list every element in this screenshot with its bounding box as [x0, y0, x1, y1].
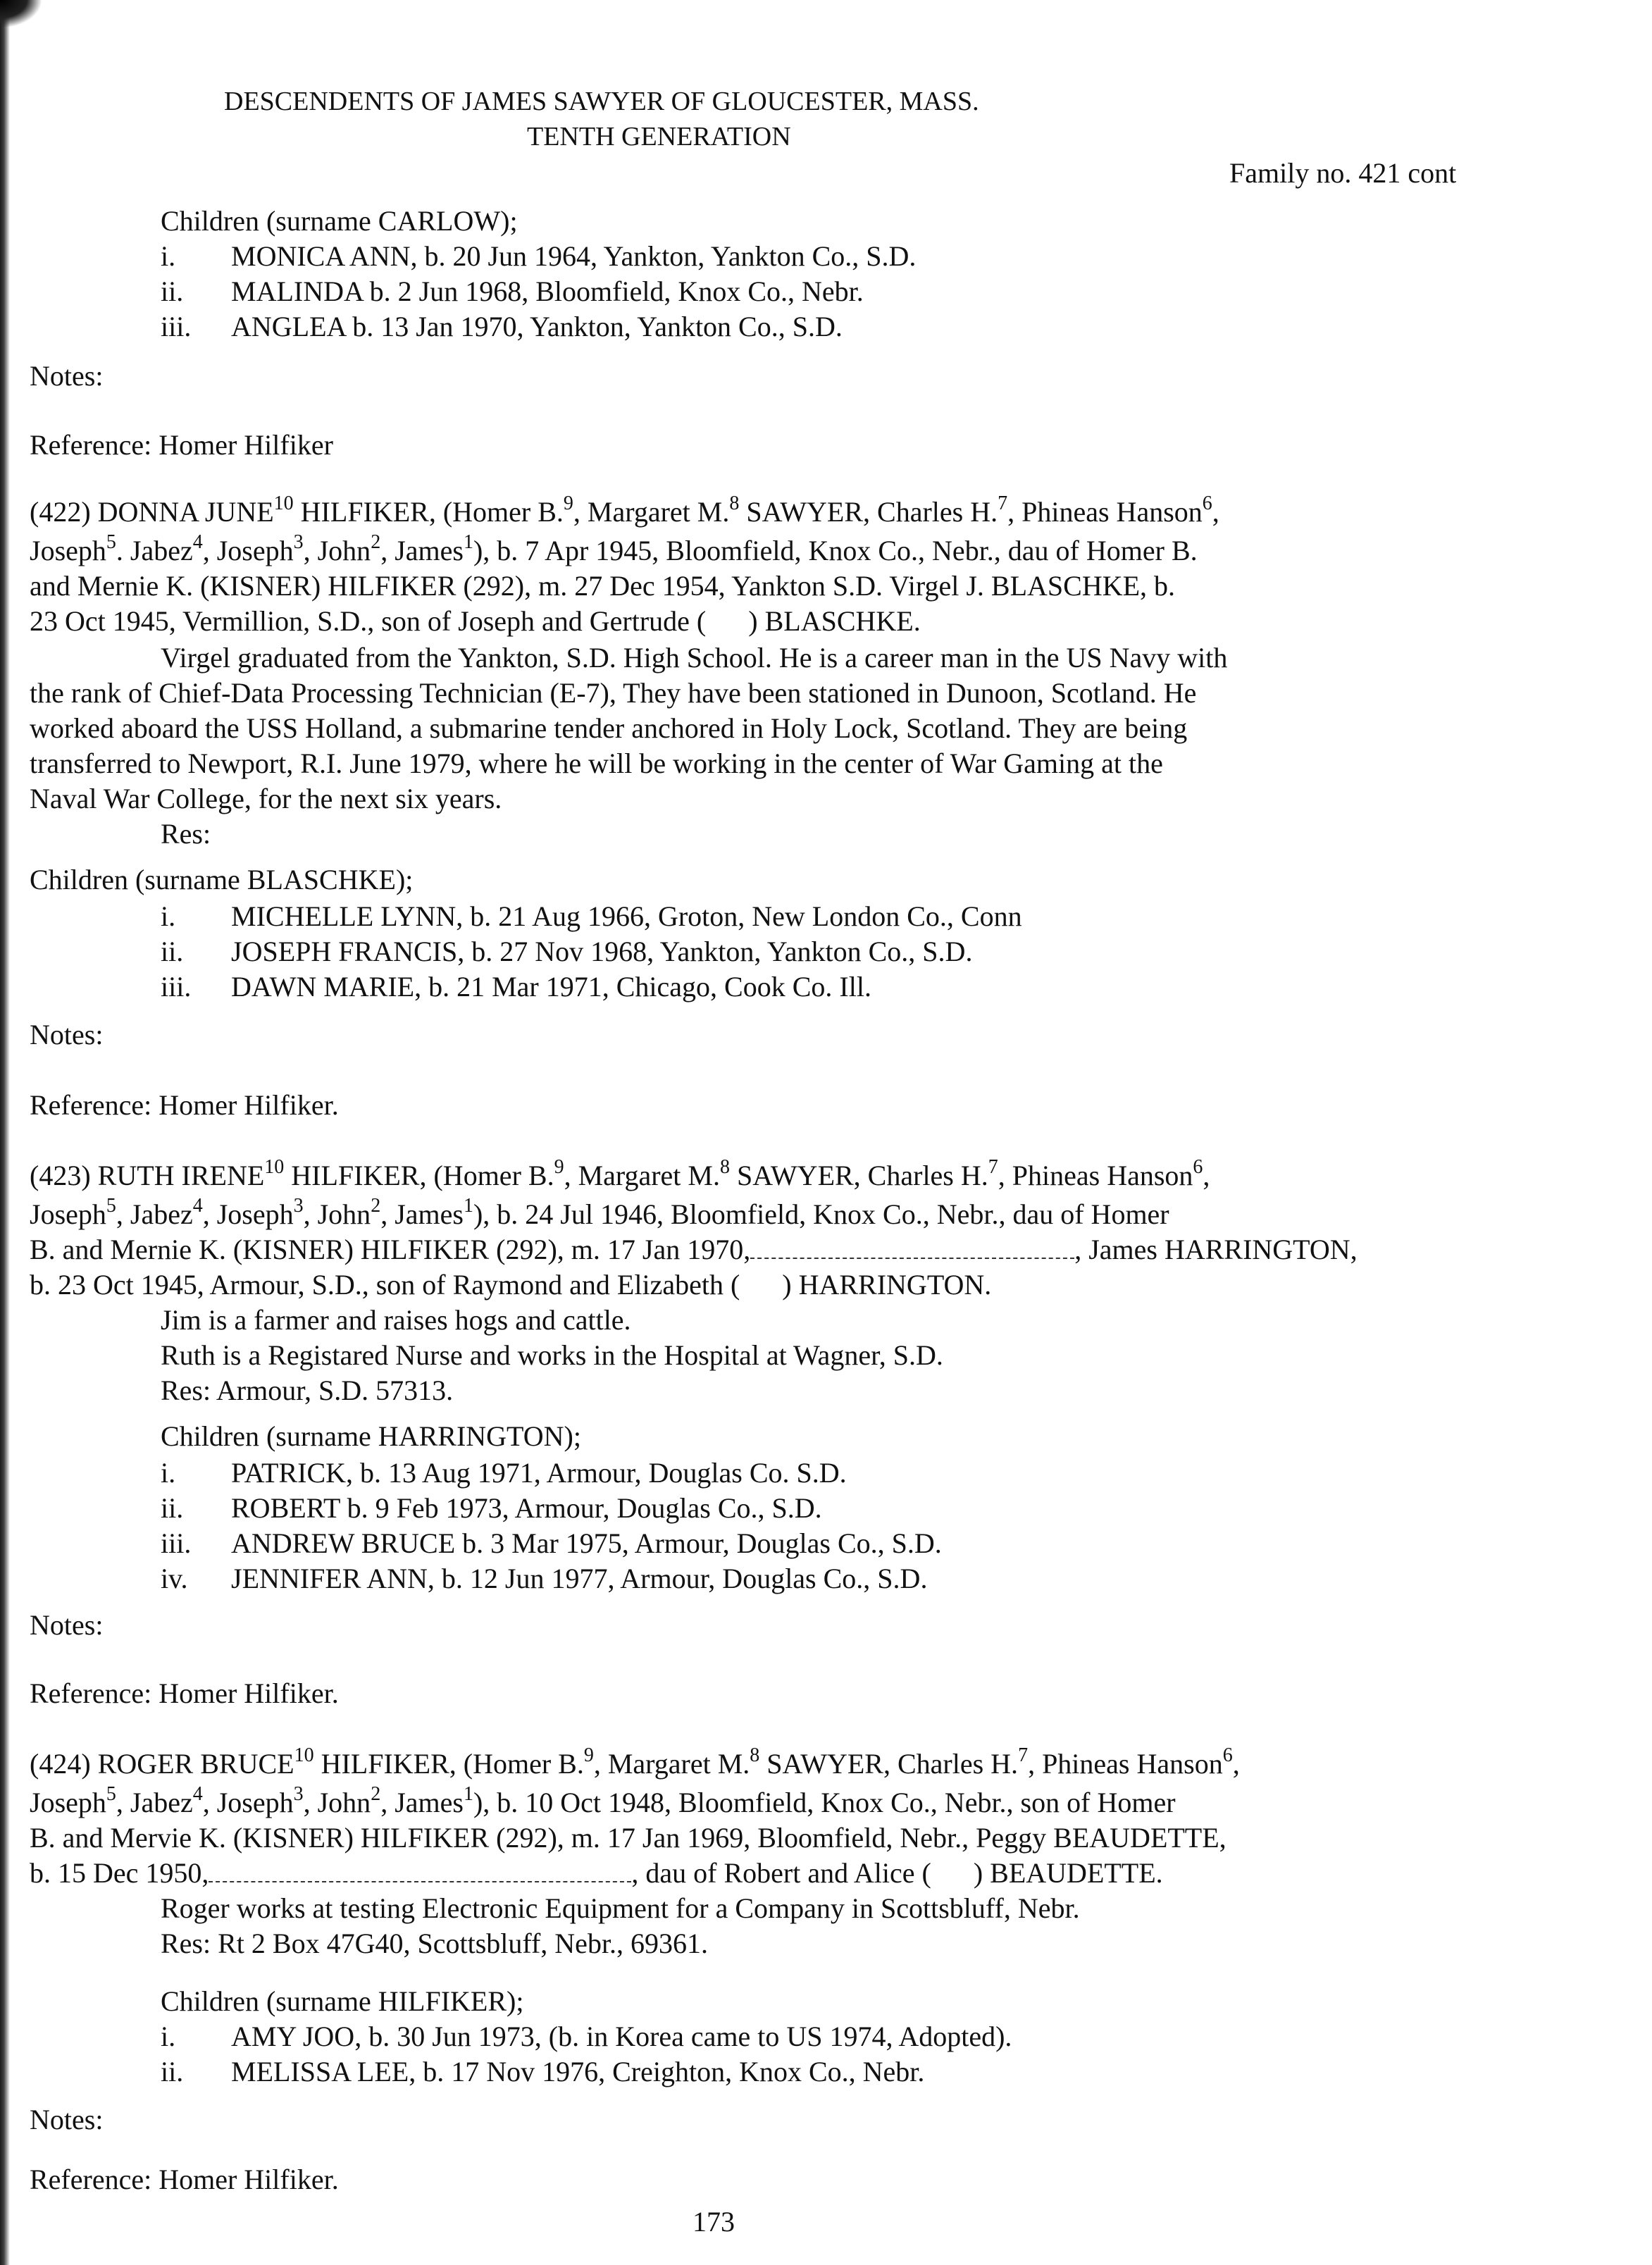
entry-422-line-2: Joseph$^5$. Jabez$^4$, Joseph$^3$, John$^2$, James$^1$), b. 7 Apr 1945, Bloomfield, Knox Co., Nebr., dau of Homer B. — [30, 530, 1198, 566]
reference-line: Reference: Homer Hilfiker — [30, 429, 333, 461]
child-row: ii. ROBERT b. 9 Feb 1973, Armour, Douglas Co., S.D. — [161, 1492, 822, 1524]
entry-424-line-3: B. and Mervie K. (KISNER) HILFIKER (292), m. 17 Jan 1969, Bloomfield, Nebr., Peggy BEAUDETTE, — [30, 1822, 1226, 1854]
document-subtitle: TENTH GENERATION — [527, 122, 791, 151]
entry-424-line-4: b. 15 Dec 1950, , dau of Robert and Alice ( ) BEAUDETTE. — [30, 1857, 1163, 1889]
entry-424-paragraph: Roger works at testing Electronic Equipment for a Company in Scottsbluff, Nebr. — [161, 1892, 1080, 1924]
child-row: ii. MELISSA LEE, b. 17 Nov 1976, Creighton, Knox Co., Nebr. — [161, 2056, 925, 2087]
entry-422-paragraph: Virgel graduated from the Yankton, S.D. High School. He is a career man in the US Navy with — [161, 642, 1228, 674]
child-text: MALINDA b. 2 Jun 1968, Bloomfield, Knox Co., Nebr. — [231, 275, 864, 307]
children-heading-harrington: Children (surname HARRINGTON); — [161, 1420, 581, 1452]
entry-424-line-1: (424) ROGER BRUCE$^{10}$ HILFIKER, (Homer B.$^9$, Margaret M.$^8$ SAWYER, Charles H.$^7$, Phineas Hanson$^6$, — [30, 1744, 1240, 1780]
entry-422-line-1: (422) DONNA JUNE$^{10}$ HILFIKER, (Homer B.$^9$, Margaret M.$^8$ SAWYER, Charles H.$^7$, Phineas Hanson$^6$, — [30, 492, 1219, 528]
entry-423-line-4: b. 23 Oct 1945, Armour, S.D., son of Raymond and Elizabeth ( ) HARRINGTON. — [30, 1269, 992, 1301]
entry-424-line-2: Joseph$^5$, Jabez$^4$, Joseph$^3$, John$^2$, James$^1$), b. 10 Oct 1948, Bloomfield, Knox Co., Nebr., son of Homer — [30, 1782, 1176, 1818]
child-number: iii. — [161, 311, 192, 342]
reference-line: Reference: Homer Hilfiker. — [30, 1677, 339, 1709]
reference-line: Reference: Homer Hilfiker. — [30, 2164, 339, 2195]
child-row — [161, 275, 864, 309]
child-row: i. MICHELLE LYNN, b. 21 Aug 1966, Groton, New London Co., Conn — [161, 900, 1022, 932]
entry-423-paragraph: Ruth is a Registared Nurse and works in the Hospital at Wagner, S.D. — [161, 1339, 943, 1371]
child-text: ANGLEA b. 13 Jan 1970, Yankton, Yankton Co., S.D. — [231, 311, 843, 342]
children-heading-hilfiker: Children (surname HILFIKER); — [161, 1985, 524, 2017]
entry-423-line-3: B. and Mernie K. (KISNER) HILFIKER (292), m. 17 Jan 1970, , James HARRINGTON, — [30, 1234, 1358, 1265]
document-title: DESCENDENTS OF JAMES SAWYER OF GLOUCESTER, MASS. — [224, 87, 979, 116]
entry-423-paragraph: Jim is a farmer and raises hogs and cattle. — [161, 1304, 631, 1336]
entry-422-paragraph: transferred to Newport, R.I. June 1979, where he will be working in the center of War Gaming at the — [30, 747, 1163, 779]
blank-line — [750, 1236, 1074, 1259]
residence: Res: Armour, S.D. 57313. — [161, 1374, 454, 1406]
entry-423-line-1: (423) RUTH IRENE$^{10}$ HILFIKER, (Homer B.$^9$, Margaret M.$^8$ SAWYER, Charles H.$^7$, Phineas Hanson$^6$, — [30, 1155, 1210, 1191]
scan-corner — [0, 0, 42, 28]
child-row — [161, 240, 916, 273]
residence: Res: Rt 2 Box 47G40, Scottsbluff, Nebr., 69361. — [161, 1928, 709, 1959]
notes-label: Notes: — [30, 1019, 104, 1050]
child-row: i. PATRICK, b. 13 Aug 1971, Armour, Douglas Co. S.D. — [161, 1457, 847, 1489]
entry-422-paragraph: the rank of Chief-Data Processing Technician (E-7), They have been stationed in Dunoon, Scotland. He — [30, 677, 1197, 709]
residence: Res: — [161, 818, 211, 850]
entry-422-paragraph: Naval War College, for the next six years. — [30, 783, 502, 814]
reference-line: Reference: Homer Hilfiker. — [30, 1089, 339, 1121]
page-number: 173 — [693, 2206, 735, 2238]
entry-422-line-4: 23 Oct 1945, Vermillion, S.D., son of Joseph and Gertrude ( ) BLASCHKE. — [30, 605, 921, 637]
blank-line — [209, 1860, 631, 1882]
family-number: Family no. 421 cont — [1229, 157, 1457, 189]
child-row: i. AMY JOO, b. 30 Jun 1973, (b. in Korea came to US 1974, Adopted). — [161, 2021, 1012, 2052]
child-text: MONICA ANN, b. 20 Jun 1964, Yankton, Yankton Co., S.D. — [231, 240, 917, 272]
child-row: ii. JOSEPH FRANCIS, b. 27 Nov 1968, Yankton, Yankton Co., S.D. — [161, 936, 973, 967]
child-row: iv. JENNIFER ANN, b. 12 Jun 1977, Armour, Douglas Co., S.D. — [161, 1563, 928, 1594]
entry-423-line-2: Joseph$^5$, Jabez$^4$, Joseph$^3$, John$^2$, James$^1$), b. 24 Jul 1946, Bloomfield, Knox Co., Nebr., dau of Homer — [30, 1194, 1169, 1230]
notes-label: Notes: — [30, 1609, 104, 1641]
notes-label: Notes: — [30, 360, 104, 392]
children-heading-carlow: Children (surname CARLOW); — [161, 205, 518, 237]
child-row: iii. ANDREW BRUCE b. 3 Mar 1975, Armour, Douglas Co., S.D. — [161, 1527, 942, 1559]
child-number: ii. — [161, 275, 184, 307]
notes-label: Notes: — [30, 2104, 104, 2135]
children-heading-blaschke: Children (surname BLASCHKE); — [30, 864, 414, 895]
child-row — [161, 310, 843, 344]
scan-edge — [0, 0, 10, 2265]
entry-422-paragraph: worked aboard the USS Holland, a submarine tender anchored in Holy Lock, Scotland. They are being — [30, 712, 1188, 744]
child-row: iii. DAWN MARIE, b. 21 Mar 1971, Chicago, Cook Co. Ill. — [161, 971, 871, 1003]
child-number: i. — [161, 240, 176, 272]
entry-422-line-3: and Mernie K. (KISNER) HILFIKER (292), m. 27 Dec 1954, Yankton S.D. Virgel J. BLASCHKE, b. — [30, 570, 1176, 602]
